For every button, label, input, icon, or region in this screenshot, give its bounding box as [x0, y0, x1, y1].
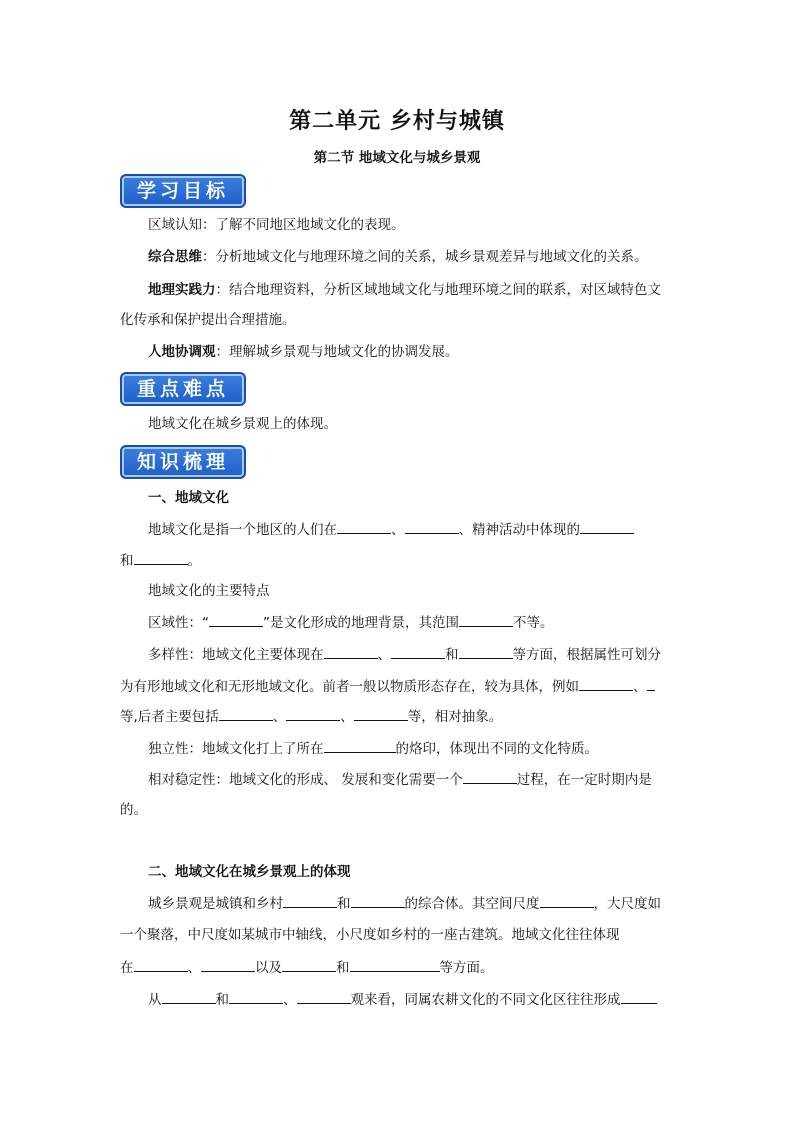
objective-item-2 [148, 247, 676, 267]
objective-item-4 [148, 342, 676, 362]
objective-item-3 [148, 280, 676, 300]
objective-label: 综合思维 [148, 249, 202, 265]
text: 区域性：“ [148, 615, 209, 631]
text: 等，相对抽象。 [407, 709, 503, 725]
section2-p1-cont1: 一个聚落，中尺度如某城市中轴线，小尺度如乡村的一座古建筑。地域文化往往体现 [120, 927, 620, 943]
fill-blank[interactable] [209, 612, 263, 627]
unit-title: 第二单元 乡村与城镇 [289, 109, 505, 134]
fill-blank[interactable] [324, 738, 396, 753]
text: 和 [336, 960, 350, 976]
text: 等方面。 [439, 960, 494, 976]
fill-blank[interactable] [297, 989, 351, 1004]
text: 、 [272, 709, 287, 725]
feature-independence [148, 738, 676, 759]
objective-item-3-cont: 化传承和保护提出合理措施。 [120, 312, 296, 328]
feature-regional [148, 612, 676, 633]
fill-blank[interactable] [337, 519, 391, 534]
objective-text: ：了解不同地区地域文化的表现。 [202, 217, 405, 233]
objective-item-1 [148, 215, 676, 235]
fill-blank[interactable] [350, 957, 440, 972]
fill-blank[interactable] [621, 989, 657, 1004]
text: 从 [148, 992, 162, 1008]
text: 的综合体。其空间尺度 [404, 896, 540, 912]
feature-diversity-cont2 [120, 706, 676, 727]
section2-p2 [148, 989, 676, 1010]
text: 的烙印，体现出不同的文化特质。 [395, 741, 598, 757]
text: 、 [377, 647, 391, 663]
section2-p1 [148, 893, 676, 914]
fill-blank[interactable] [351, 893, 405, 908]
feature-stability [148, 769, 676, 790]
section1-p1 [148, 519, 676, 540]
fill-blank[interactable] [283, 893, 337, 908]
text: 多样性：地域文化主要体现在 [148, 647, 324, 663]
text: 、 [340, 709, 354, 725]
objective-label: 地理实践力 [148, 282, 216, 298]
features-heading: 地域文化的主要特点 [148, 583, 270, 599]
text: 在 [120, 960, 134, 976]
section-subtitle: 第二节 地域文化与城乡景观 [313, 150, 481, 166]
text: 、 [391, 522, 405, 538]
fill-blank[interactable] [405, 519, 459, 534]
section1-heading: 一、地域文化 [148, 490, 229, 506]
feature-stability-cont: 的。 [120, 802, 147, 818]
section2-heading: 二、地域文化在城乡景观上的体现 [148, 864, 351, 880]
fill-blank[interactable] [282, 957, 336, 972]
text: 地域文化是指一个地区的人们在 [148, 522, 337, 538]
fill-blank[interactable] [162, 989, 216, 1004]
text: 、 [187, 960, 201, 976]
text: 观来看，同属农耕文化的不同文化区往往形成 [350, 992, 621, 1008]
text: 和 [120, 553, 134, 569]
section1-p1-cont [120, 550, 676, 571]
text: 以及 [255, 960, 282, 976]
text: 和 [337, 896, 351, 912]
text: ”是文化形成的地理背景，其范围 [263, 615, 459, 631]
section2-p1-cont2 [120, 957, 676, 978]
objective-label: 人地协调观 [148, 344, 216, 360]
text: 和 [445, 647, 459, 663]
text: ，大尺度如 [593, 896, 661, 912]
fill-blank[interactable] [201, 957, 255, 972]
fill-blank[interactable] [134, 550, 188, 565]
text: 、 [633, 679, 647, 695]
feature-diversity [148, 644, 676, 665]
text: 、精神活动中体现的 [458, 522, 580, 538]
objective-label: 区域认知 [148, 217, 202, 233]
fill-blank[interactable] [579, 676, 633, 691]
objectives-badge: 学习目标 [120, 174, 246, 208]
text: 不等。 [513, 615, 554, 631]
objective-text: ：分析地域文化与地理环境之间的关系，城乡景观差异与地域文化的关系。 [202, 249, 648, 265]
text: 。 [187, 553, 201, 569]
fill-blank[interactable] [229, 989, 283, 1004]
feature-diversity-cont1 [120, 676, 676, 697]
fill-blank[interactable] [463, 769, 517, 784]
text: 城乡景观是城镇和乡村 [148, 896, 283, 912]
fill-blank[interactable] [134, 957, 188, 972]
fill-blank[interactable] [286, 706, 340, 721]
fill-blank[interactable] [540, 893, 594, 908]
fill-blank[interactable] [354, 706, 408, 721]
text: 和 [215, 992, 229, 1008]
fill-blank[interactable] [459, 612, 513, 627]
text: 等方面，根据属性可划分 [512, 647, 661, 663]
fill-blank[interactable] [219, 706, 273, 721]
fill-blank[interactable] [324, 644, 378, 659]
fill-blank[interactable] [580, 519, 634, 534]
text: 等,后者主要包括 [120, 709, 219, 725]
knowledge-badge: 知识梳理 [120, 445, 246, 479]
text: 为有形地域文化和无形地域文化。前者一般以物质形态存在，较为具体，例如 [120, 679, 579, 695]
objective-text: ：理解城乡景观与地域文化的协调发展。 [215, 344, 459, 360]
fill-blank[interactable] [459, 644, 513, 659]
text: 过程，在一定时期内是 [516, 772, 652, 788]
text: 独立性：地域文化打上了所在 [148, 741, 324, 757]
text: 、 [283, 992, 297, 1008]
text: 相对稳定性：地域文化的形成、 发展和变化需要一个 [148, 772, 463, 788]
fill-blank[interactable] [391, 644, 445, 659]
key-points-text: 地域文化在城乡景观上的体现。 [148, 416, 337, 432]
objective-text: ：结合地理资料，分析区域地域文化与地理环境之间的联系，对区域特色文 [215, 282, 661, 298]
fill-blank[interactable] [647, 676, 655, 691]
key-points-badge: 重点难点 [120, 372, 246, 406]
